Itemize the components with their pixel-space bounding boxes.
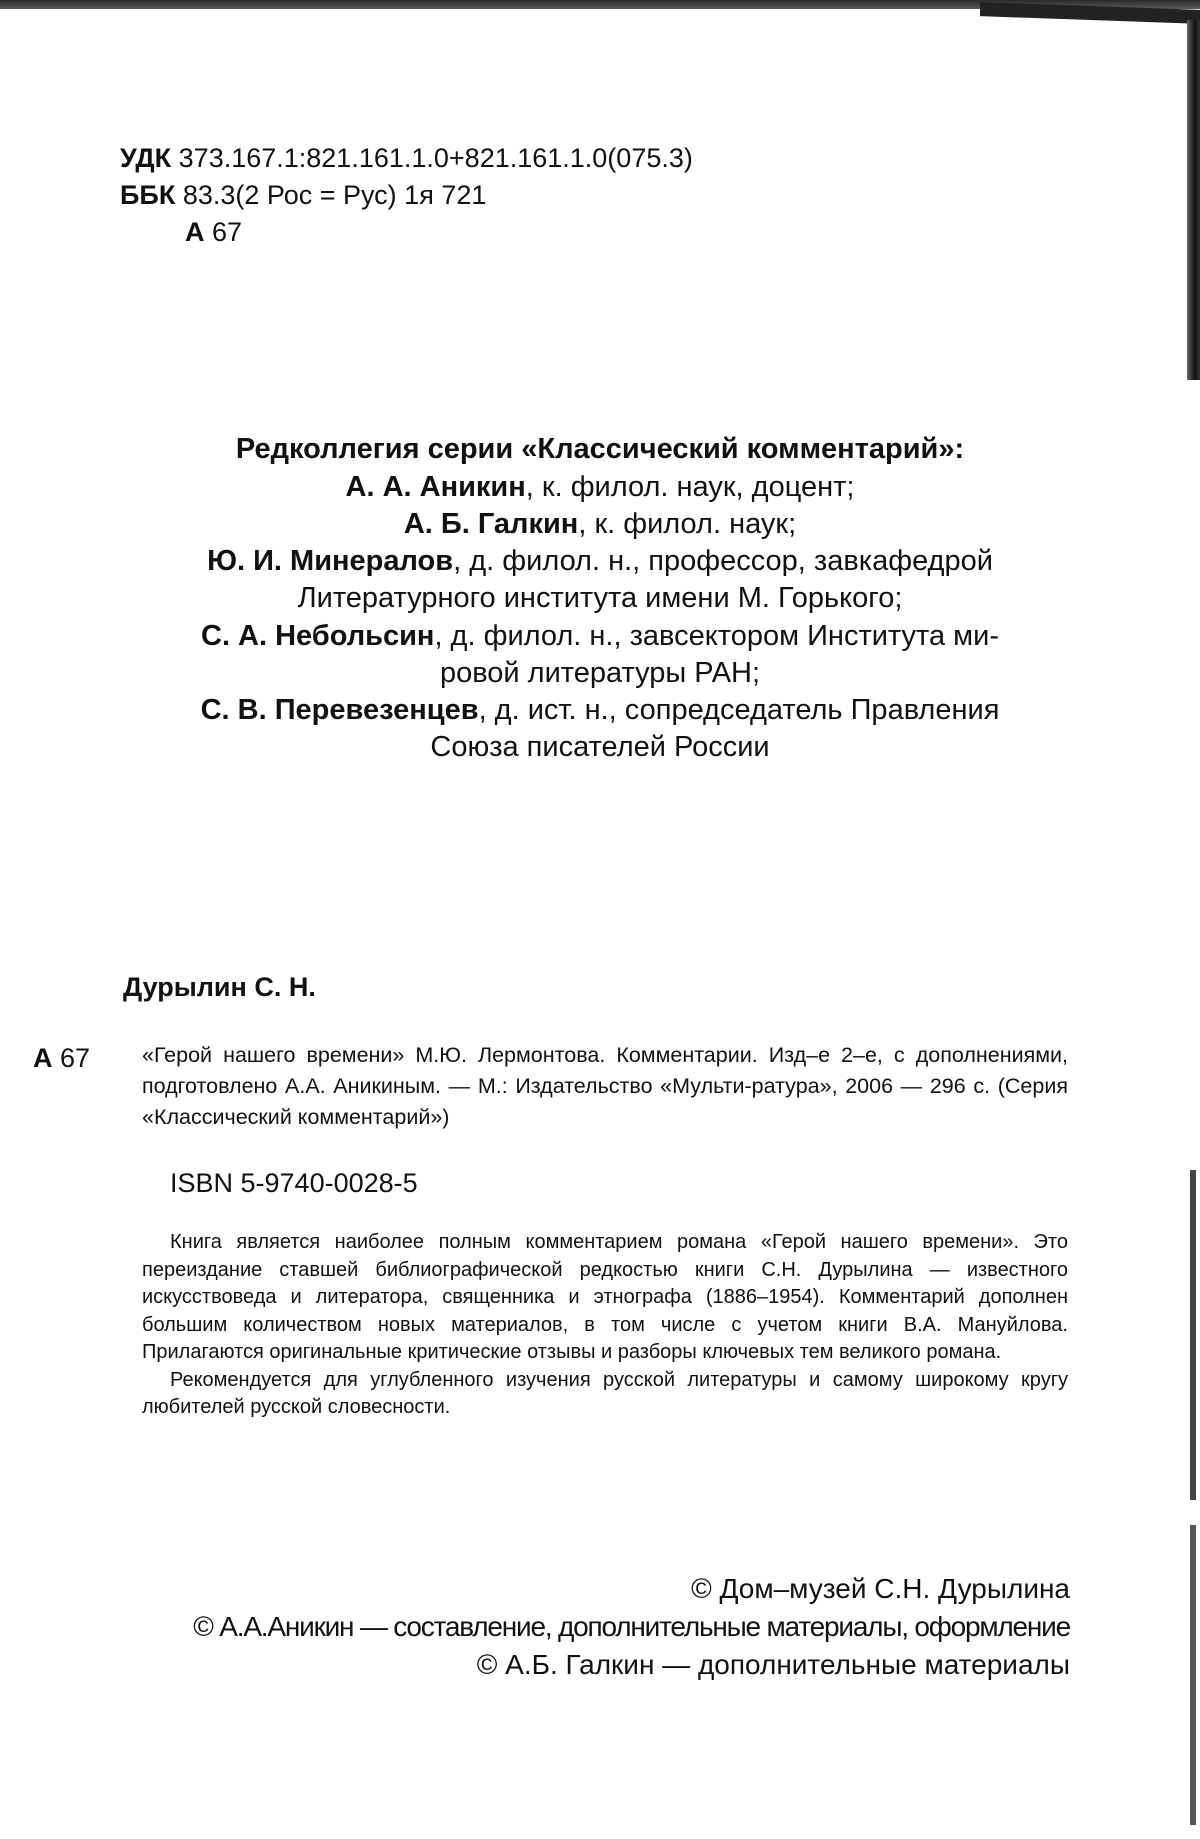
- member-role: Союза писателей России: [430, 731, 769, 763]
- copyright-line: © А.Б. Галкин — дополнительные материалы: [193, 1646, 1070, 1684]
- member-role: , д. ист. н., сопредседатель Правления: [479, 694, 1000, 726]
- catalog-code-number: 67: [60, 1043, 90, 1073]
- author-mark-number: 67: [212, 217, 242, 247]
- scan-right-edge: [1187, 20, 1200, 380]
- abstract-paragraph: Рекомендуется для углубленного изучения русской литературы и самому широкому кругу любителей русской словесности.: [142, 1367, 1068, 1422]
- member-name: Ю. И. Минералов: [207, 545, 453, 577]
- udk-label: УДК: [120, 143, 171, 173]
- abstract: [142, 1229, 1068, 1422]
- member-role: Литературного института имени М. Горького;: [298, 582, 903, 614]
- member-name: С. В. Перевезенцев: [201, 694, 479, 726]
- member-name: А. А. Аникин: [346, 471, 526, 503]
- bbk-line: [120, 180, 486, 211]
- member-name: С. А. Небольсин: [201, 620, 434, 652]
- scan-right-edge-lower: [1190, 1170, 1196, 1500]
- editorial-board-heading: Редколлегия серии «Классический комментарий»:: [0, 433, 1200, 466]
- member-role: , к. филол. наук;: [578, 508, 796, 540]
- scan-right-edge-bottom: [1190, 1525, 1196, 1825]
- catalog-description: «Герой нашего времени» М.Ю. Лермонтова. Комментарии. Изд–е 2–е, с дополнениями, подготовлено А.А. Аникиным. — М.: Издательство «Мульти-ратура», 2006 — 296 с. (Серия «Классический комментарий»): [142, 1040, 1068, 1133]
- catalog-code-letter: А: [33, 1043, 53, 1073]
- member-role: , д. филол. н., завсектором Института ми-: [434, 620, 999, 652]
- bbk-label: ББК: [120, 180, 175, 210]
- member-role: , д. филол. н., профессор, завкафедрой: [453, 545, 993, 577]
- editorial-member: [0, 694, 1200, 727]
- catalog-code: [33, 1043, 90, 1074]
- editorial-member-continued: [0, 582, 1200, 615]
- editorial-member-continued: [0, 731, 1200, 764]
- author-mark-letter: А: [185, 217, 205, 247]
- bbk-value: 83.3(2 Рос = Рус) 1я 721: [183, 180, 487, 210]
- udk-line: [120, 143, 693, 174]
- editorial-member: [0, 620, 1200, 653]
- udk-value: 373.167.1:821.161.1.0+821.161.1.0(075.3): [179, 143, 693, 173]
- copyright-line: © Дом–музей С.Н. Дурылина: [193, 1570, 1070, 1608]
- copyright-line: © А.А.Аникин — составление, дополнительные материалы, оформление: [193, 1608, 1070, 1646]
- member-role: , к. филол. наук, доцент;: [526, 471, 855, 503]
- catalog-author: Дурылин С. Н.: [123, 972, 316, 1003]
- author-mark-line: [185, 217, 242, 248]
- editorial-member: [0, 545, 1200, 578]
- member-name: А. Б. Галкин: [404, 508, 578, 540]
- editorial-member: [0, 508, 1200, 541]
- isbn: ISBN 5-9740-0028-5: [170, 1168, 418, 1199]
- abstract-paragraph: Книга является наиболее полным комментарием романа «Герой нашего времени». Это переиздание ставшей библиографической редкостью книги С.Н. Дурылина — известного искусствоведа и литератора, священника и этнографа (1886–1954). Комментарий дополнен большим количеством новых материалов, в том числе с учетом книги В.А. Мануйлова. Прилагаются оригинальные критические отзывы и разборы ключевых тем великого романа.: [142, 1229, 1068, 1367]
- editorial-member: [0, 471, 1200, 504]
- member-role: ровой литературы РАН;: [440, 657, 760, 689]
- editorial-member-continued: [0, 657, 1200, 690]
- copyright-block: [193, 1570, 1070, 1684]
